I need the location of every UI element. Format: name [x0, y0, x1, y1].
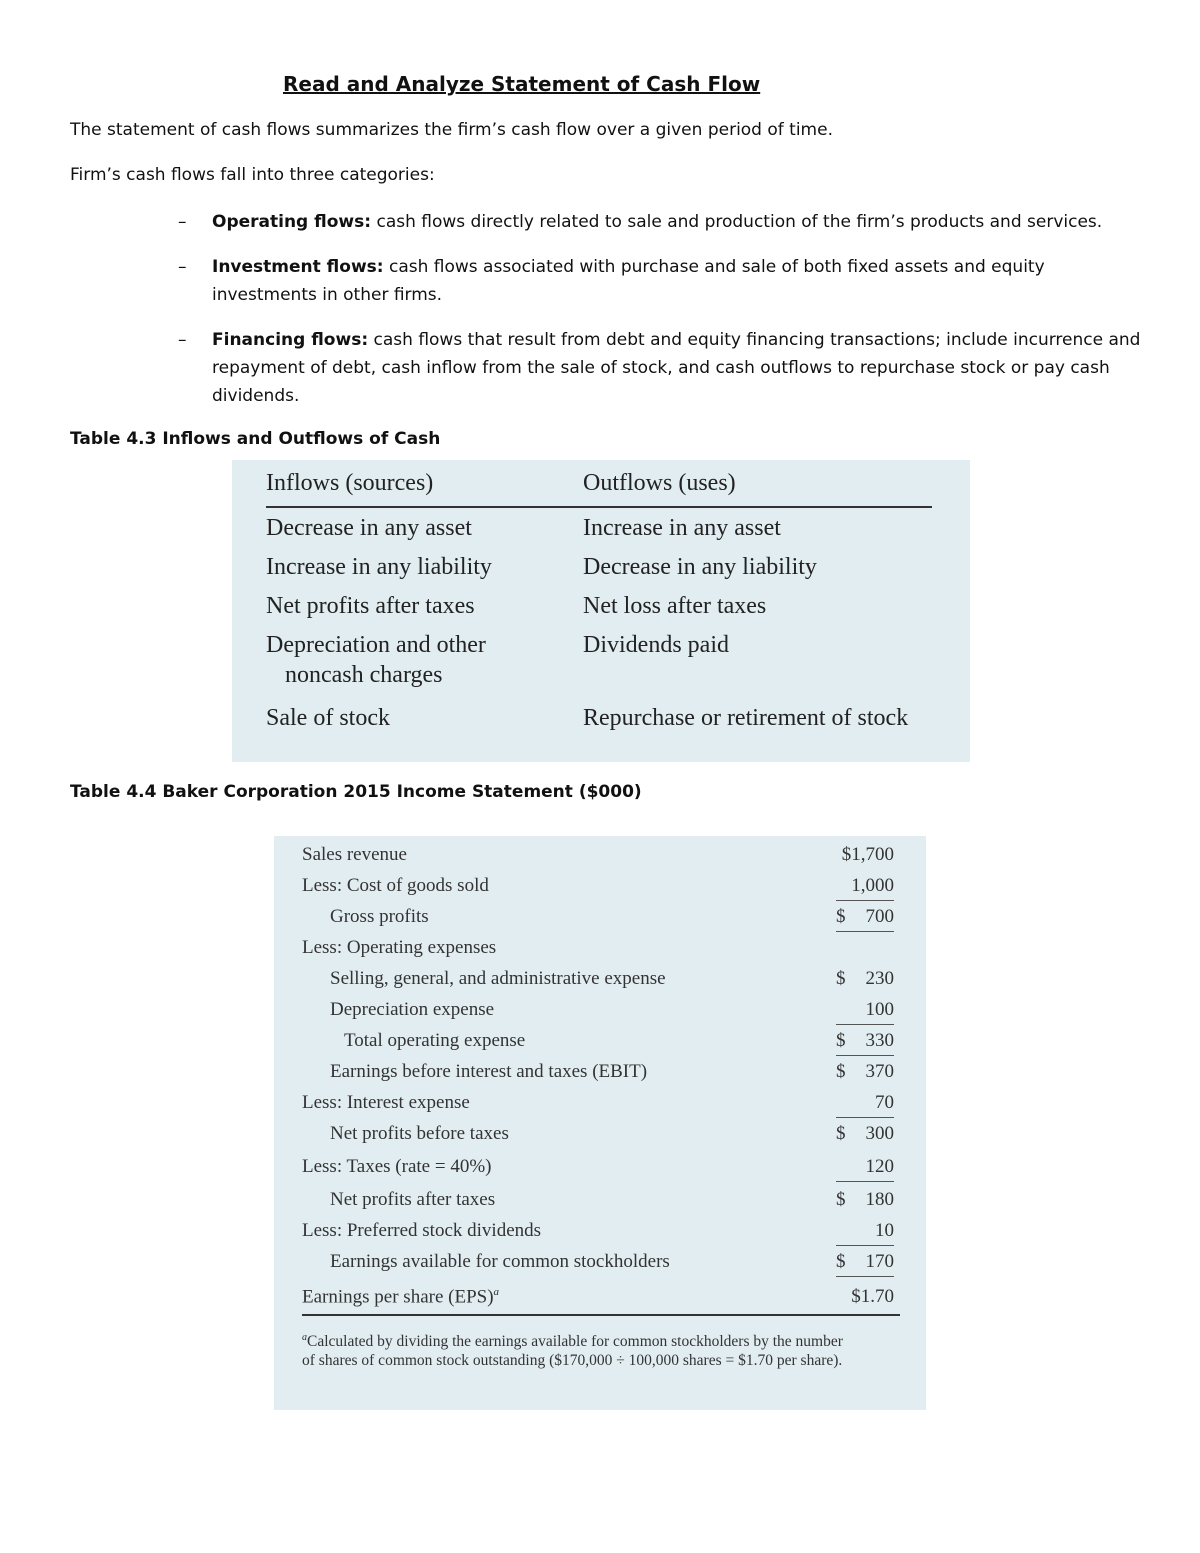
- row-amount: 100: [836, 999, 894, 1025]
- table-row: [302, 1282, 894, 1312]
- row-amount: $ 330: [836, 1030, 894, 1056]
- outflow-cell: Repurchase or retirement of stock: [583, 705, 909, 731]
- row-label: Net profits before taxes: [330, 1123, 509, 1144]
- row-amount: 70: [836, 1092, 894, 1118]
- row-label: Earnings before interest and taxes (EBIT): [330, 1061, 648, 1082]
- cash-flow-categories-list: [178, 208, 1143, 427]
- inflow-line: Depreciation and other: [266, 632, 486, 658]
- list-item-investment: [178, 253, 1143, 309]
- row-amount: $ 180: [836, 1189, 894, 1210]
- table-row: [302, 995, 894, 1025]
- table-row: [302, 1088, 894, 1118]
- inflow-cell: Increase in any liability: [266, 554, 492, 580]
- page-title: Read and Analyze Statement of Cash Flow: [283, 72, 761, 96]
- table-row: [302, 1185, 894, 1215]
- bullet-text: cash flows directly related to sale and production of the firm’s products and services.: [371, 212, 1103, 232]
- bullet-dash: –: [178, 212, 187, 232]
- bullet-term: Investment flows:: [212, 257, 384, 277]
- table-row: [302, 933, 894, 963]
- inflow-cell: [266, 630, 566, 690]
- row-amount: $ 170: [836, 1251, 894, 1277]
- inflow-cell: Sale of stock: [266, 705, 390, 731]
- table-row: [302, 1119, 894, 1149]
- list-item-financing: [178, 326, 1143, 410]
- row-amount: $ 300: [836, 1123, 894, 1144]
- row-label: Less: Cost of goods sold: [302, 875, 489, 896]
- inflows-outflows-table: [232, 460, 970, 762]
- row-label: Depreciation expense: [330, 999, 495, 1020]
- header-rule: [266, 506, 932, 508]
- row-label: Earnings available for common stockholders: [330, 1251, 670, 1272]
- table-row: [302, 902, 894, 932]
- row-amount: 120: [836, 1156, 894, 1182]
- inflows-header: Inflows (sources): [266, 470, 434, 496]
- row-amount: $ 230: [836, 968, 894, 989]
- table-row: [302, 1026, 894, 1056]
- outflow-cell: Increase in any asset: [583, 515, 781, 541]
- table-row: [302, 871, 894, 901]
- outflows-header: Outflows (uses): [583, 470, 736, 496]
- row-amount: $1.70: [851, 1286, 894, 1307]
- row-label: Less: Preferred stock dividends: [302, 1220, 542, 1241]
- table-footnote: $^a$Calculated by dividing the earnings available for common stockholders by the number of shares of common stock outstanding ($170,000 ÷ 100,000 shares = $1.70 per share).: [302, 1332, 843, 1370]
- bullet-term: Operating flows:: [212, 212, 372, 232]
- outflow-cell: Decrease in any liability: [583, 554, 817, 580]
- list-item-operating: [178, 208, 1143, 236]
- row-amount: $ 370: [836, 1061, 894, 1082]
- bullet-text: cash flows that result from debt and equity financing transactions; include incurrence and repayment of debt, cash inflow from the sale of stock, and cash outflows to repurchase stock or pay cash dividends.: [212, 330, 1141, 406]
- categories-intro: Firm’s cash flows fall into three categories:: [70, 165, 435, 185]
- row-label: Net profits after taxes: [330, 1189, 496, 1210]
- row-label: Less: Interest expense: [302, 1092, 470, 1113]
- outflow-cell: Dividends paid: [583, 632, 729, 658]
- inflow-cell: Decrease in any asset: [266, 515, 472, 541]
- income-statement-table: [274, 836, 926, 1410]
- row-label: Earnings per share (EPS)$^a$: [302, 1286, 500, 1308]
- table-row: [302, 1057, 894, 1087]
- table-row: [302, 1247, 894, 1277]
- bullet-term: Financing flows:: [212, 330, 369, 350]
- table43-caption: Table 4.3 Inflows and Outflows of Cash: [70, 429, 441, 449]
- bullet-dash: –: [178, 330, 187, 350]
- row-label: Gross profits: [330, 906, 429, 927]
- intro-paragraph: The statement of cash flows summarizes the firm’s cash flow over a given period of time.: [70, 120, 833, 140]
- outflow-cell: Net loss after taxes: [583, 593, 767, 619]
- row-label: Sales revenue: [302, 844, 407, 865]
- table-row: [302, 1216, 894, 1246]
- table-row: [302, 840, 894, 870]
- inflow-cell: Net profits after taxes: [266, 593, 475, 619]
- inflow-line-continued: noncash charges: [285, 662, 443, 688]
- table-row: [302, 964, 894, 994]
- row-label: Less: Taxes (rate = 40%): [302, 1156, 492, 1177]
- row-amount: $ 700: [836, 906, 894, 932]
- table44-caption: Table 4.4 Baker Corporation 2015 Income Statement ($000): [70, 782, 642, 802]
- bullet-text: cash flows associated with purchase and sale of both fixed assets and equity investments in other firms.: [212, 257, 1045, 305]
- row-label: Selling, general, and administrative expense: [330, 968, 666, 989]
- row-label: Total operating expense: [344, 1030, 526, 1051]
- row-amount: 10: [836, 1220, 894, 1246]
- table-row: [302, 1152, 894, 1182]
- bullet-dash: –: [178, 257, 187, 277]
- table-bottom-rule: [302, 1314, 900, 1316]
- footnote-ref: a: [493, 1286, 500, 1298]
- row-amount: $1,700: [841, 844, 894, 865]
- row-amount: 1,000: [836, 875, 894, 901]
- row-label: Less: Operating expenses: [302, 937, 497, 958]
- footnote-marker: a: [302, 1332, 307, 1343]
